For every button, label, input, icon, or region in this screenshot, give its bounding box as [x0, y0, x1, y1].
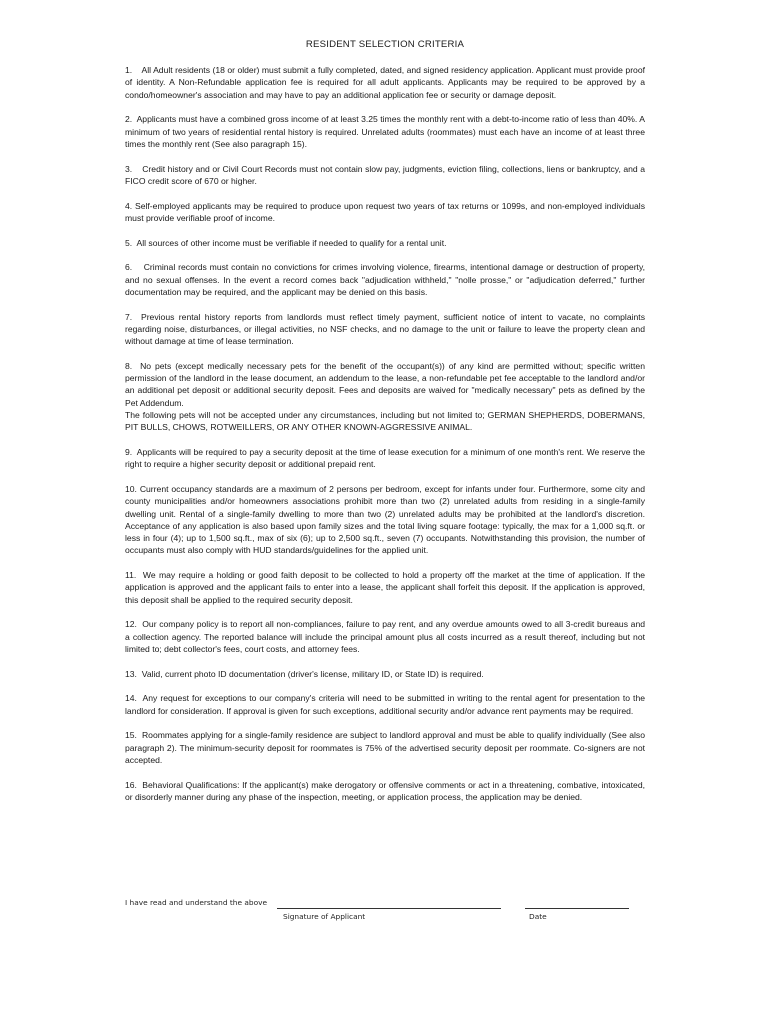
- applicant-signature-line[interactable]: [277, 908, 501, 909]
- paragraph-9: 9. Applicants will be required to pay a security deposit at the time of lease execution for a minimum of one month's rent. We reserve the right to require a higher security deposit or additional prepaid rent.: [125, 446, 645, 470]
- paragraph-12: 12. Our company policy is to report all non-compliances, failure to pay rent, and any overdue amounts owed to all 3-credit bureaus and a collection agency. The reported balance will include the principal amount plus all costs incurred as a result thereof, including but not limited to; debt collector's fees, court costs, and attorney fees.: [125, 619, 645, 654]
- paragraph-3: 3. Credit history and or Civil Court Records must not contain slow pay, judgments, eviction filing, collections, liens or bankruptcy, and a FICO credit score of 670 or higher.: [125, 163, 645, 186]
- paragraph-6: 6. Criminal records must contain no convictions for crimes involving violence, firearms, intentional damage or destruction of property, and no sexual offenses. In the event a record comes back "adjudication withheld," "nolle prosse," or "adjudication deferred," further documentation may be required, and the applicant may be denied on this basis.: [125, 262, 645, 297]
- paragraph-16: 16. Behavioral Qualifications: If the applicant(s) make derogatory or offensive comments or act in a threatening, combative, intoxicated, or disorderly manner during any phase of the inspection, meeting, or application process, the application may be denied.: [125, 779, 645, 802]
- paragraph-10: 10. Current occupancy standards are a maximum of 2 persons per bedroom, except for infants under four. Furthermore, some city and county municipalities and/or homeowners associations prohibit more than two (2) unrelated adults from residing in a single-family dwelling unit. Rental of a single-family dwelling to more than two (2) unrelated adults may be prohibited at the landlord's discretion. Acceptance of any application is also based upon family sizes and the total living square footage: typically, the max for a 1,000 sq.ft. or less in four (4); up to 1,500 sq.ft., max of six (6); up to 2,500 sq.ft., seven (7) occupants. Notwithstanding this provision, the number of occupants must also comply with HUD standards/guidelines for the applied unit.: [125, 483, 645, 556]
- paragraph-11: 11. We may require a holding or good faith deposit to be collected to hold a property off the market at the time of application. If the application is approved and the applicant fails to enter into a lease, the applicant shall forfeit this deposit. If the application is approved, this deposit shall be applied to the required security deposit.: [125, 570, 645, 605]
- document-title: RESIDENT SELECTION CRITERIA: [305, 39, 465, 50]
- paragraph-2: 2. Applicants must have a combined gross income of at least 3.25 times the monthly rent with a debt-to-income ratio of less than 40%. A minimum of two years of residential rental history is required. Unrelated adults (roommates) must each have an income of at least three times the monthly rent (See also paragraph 15).: [125, 114, 645, 149]
- paragraph-4: 4. Self-employed applicants may be required to produce upon request two years of tax returns or 1099s, and non-employed individuals must provide verifiable proof of income.: [125, 200, 645, 223]
- paragraph-15: 15. Roommates applying for a single-family residence are subject to landlord approval and must be able to qualify individually (See also paragraph 2). The minimum-security deposit for roommates is 75% of the advertised security deposit per roommate. Co-signers are not accepted.: [125, 730, 645, 765]
- paragraph-5: 5. All sources of other income must be verifiable if needed to qualify for a rental unit.: [125, 237, 447, 248]
- date-label: Date: [529, 912, 547, 921]
- acknowledgement-statement: I have read and understand the above: [125, 898, 268, 907]
- paragraph-1: 1. All Adult residents (18 or older) must submit a fully completed, dated, and signed residency application. Applicant must provide proof of identity. A Non-Refundable application fee is required for all adult applicants. Applicants may be required to be approved by a condo/homeowner's association and may have to pay an additional application fee or security or damage deposit.: [125, 65, 645, 100]
- date-line[interactable]: [525, 908, 629, 909]
- paragraph-13: 13. Valid, current photo ID documentation (driver's license, military ID, or State ID) is required.: [125, 668, 484, 679]
- paragraph-8-block: [125, 360, 645, 434]
- applicant-signature-label: Signature of Applicant: [283, 912, 366, 921]
- paragraph-7: 7. Previous rental history reports from landlords must reflect timely payment, sufficient notice of intent to vacate, no complaints regarding noise, disturbances, or illegal activities, no NSF checks, and no damage to the unit or failure to leave the property clean and without damage at time of lease termination.: [125, 311, 645, 347]
- paragraph-8: 8. No pets (except medically necessary pets for the benefit of the occupant(s)) of any kind are permitted without; specific written permission of the landlord in the lease document, an addendum to the lease, a non-refundable pet fee acceptable to the landlord and/or an additional pet deposit or additional security deposit. Fees and deposits are waived for "medically necessary" pets as defined by the Pet Addendum.: [125, 360, 645, 408]
- pets-restriction-note: The following pets will not be accepted under any circumstances, including but not limited to; GERMAN SHEPHERDS, DOBERMANS, PIT BULLS, CHOWS, ROTWEILLERS, OR ANY OTHER KNOWN-AGGRESSIVE ANIMAL.: [125, 409, 645, 433]
- paragraph-14: 14. Any request for exceptions to our company's criteria will need to be submitted in writing to the rental agent for presentation to the landlord for consideration. If approval is given for such exceptions, additional security and/or advance rent payments may be required.: [125, 693, 645, 716]
- document-body: [125, 64, 645, 816]
